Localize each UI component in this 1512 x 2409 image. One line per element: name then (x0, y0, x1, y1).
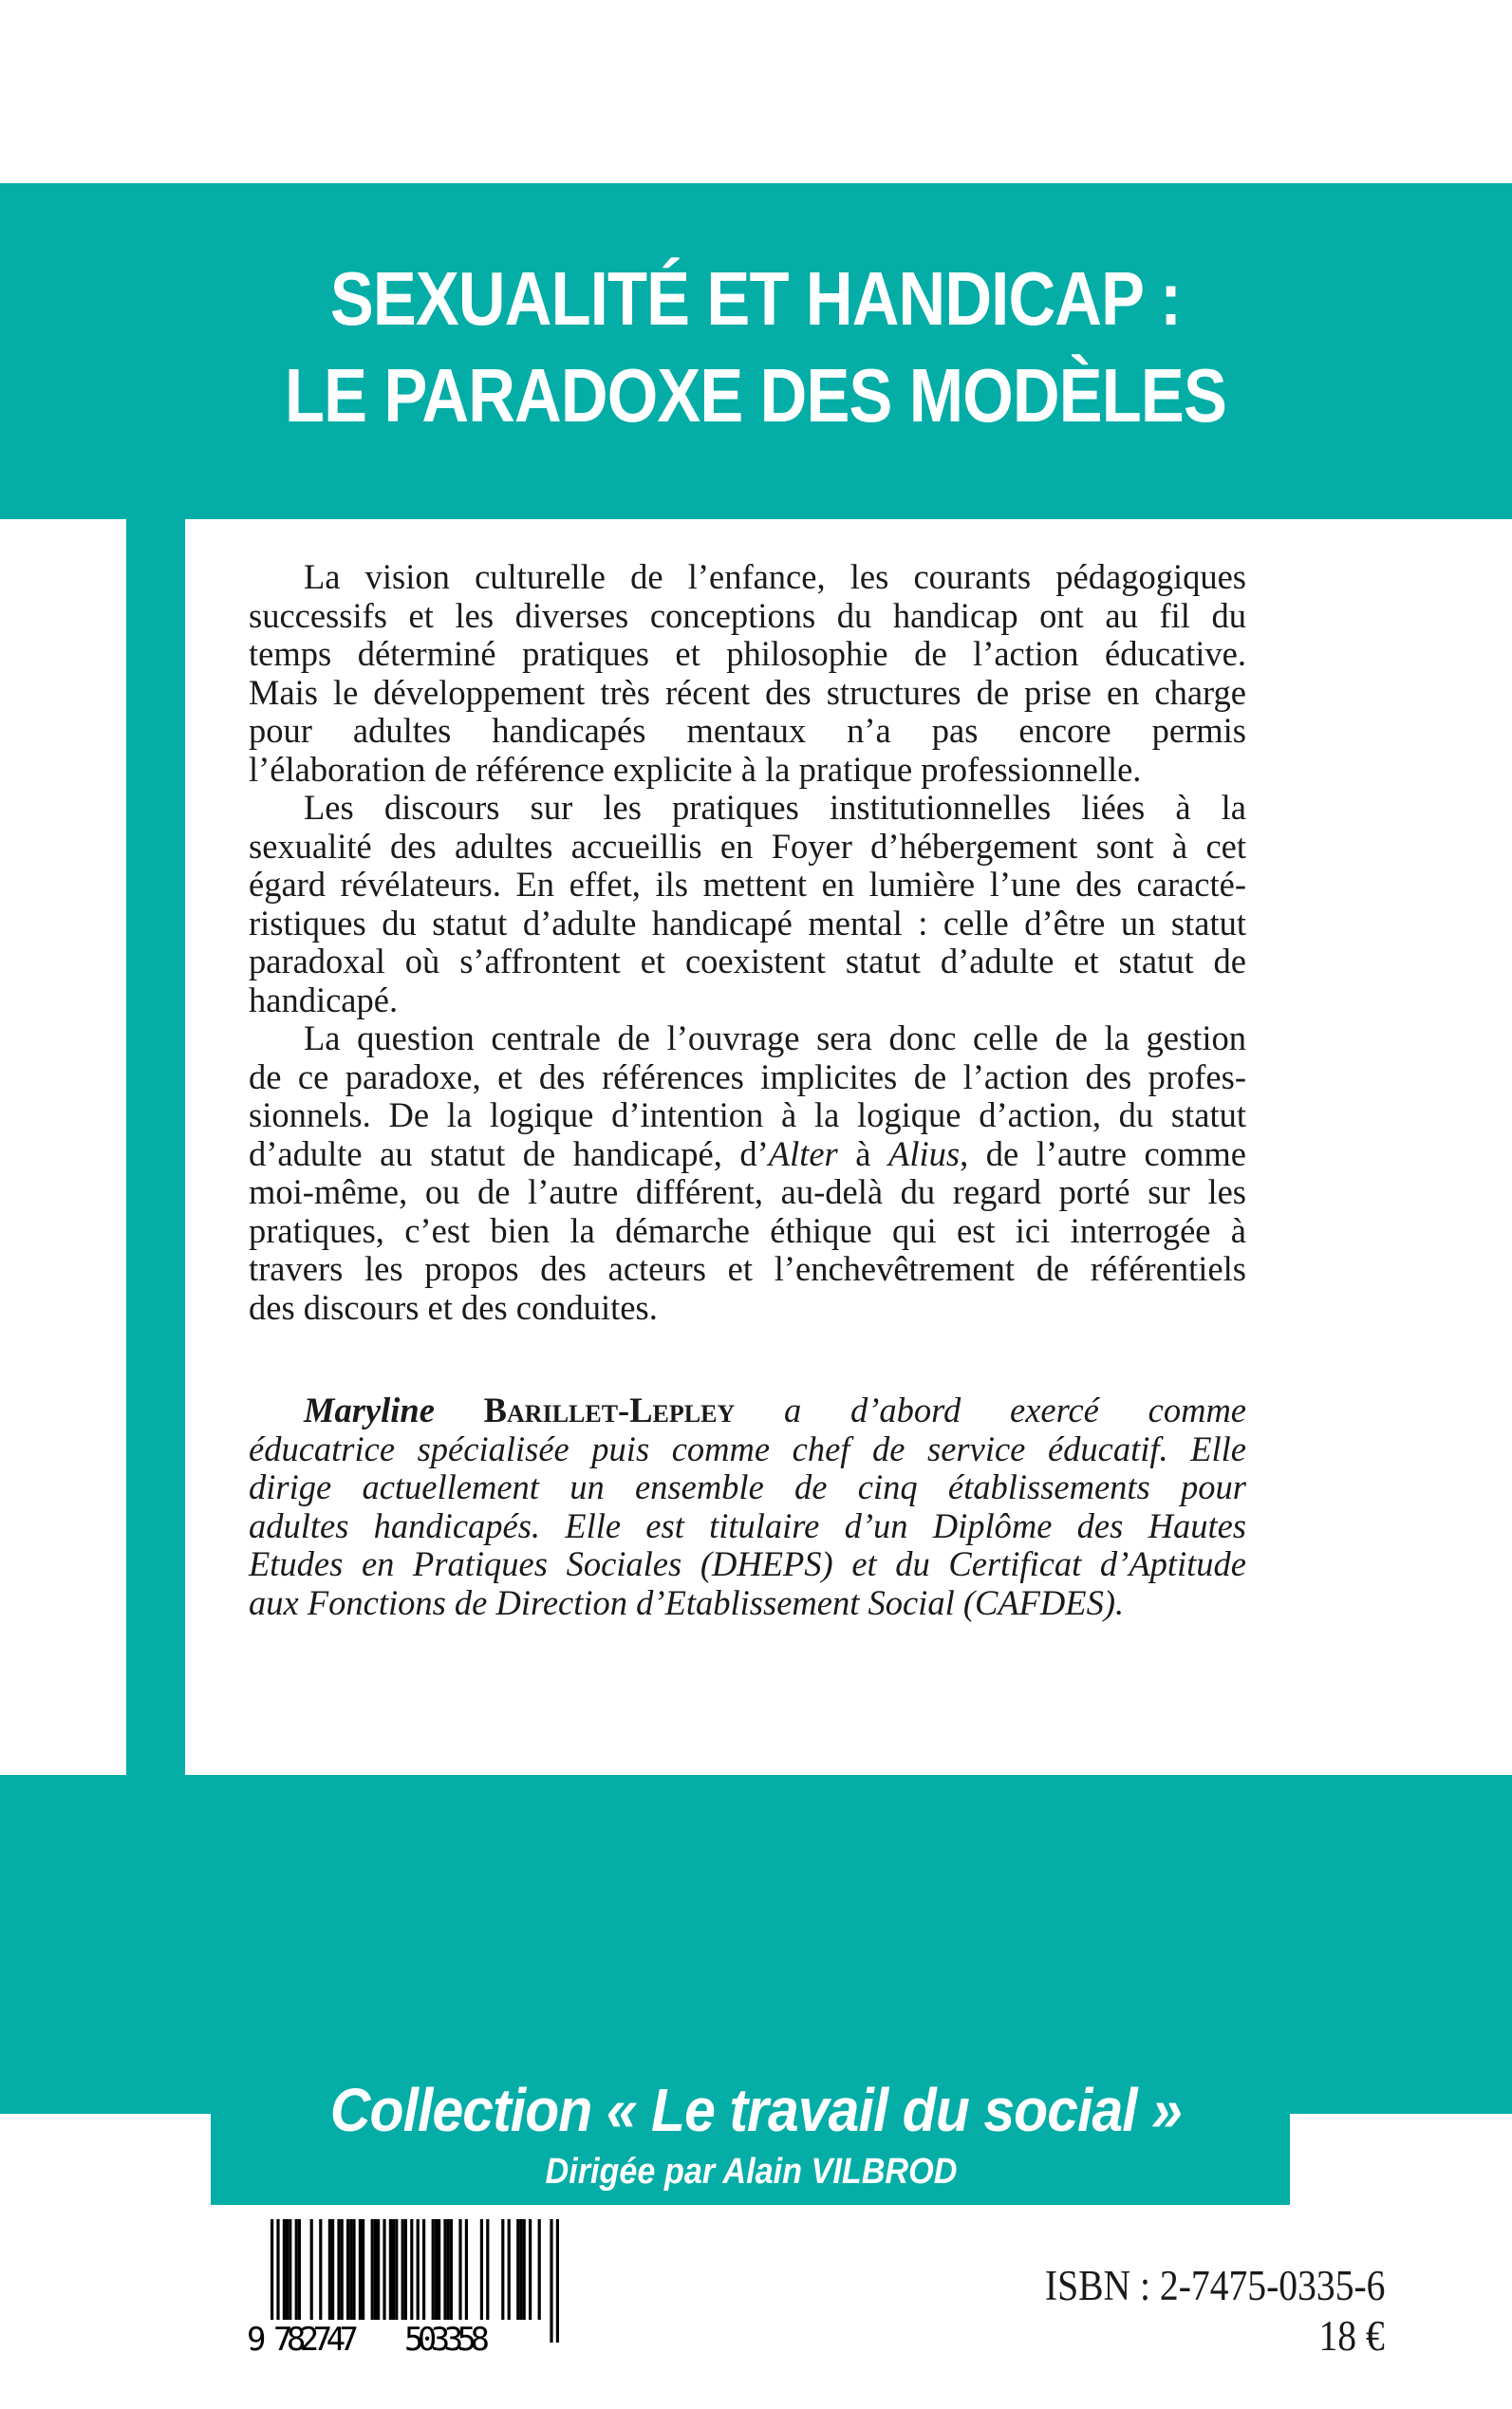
barcode-bar (289, 2219, 291, 2320)
collection-director: Dirigée par Alain VILBROD (545, 2152, 958, 2192)
barcode-bar (508, 2219, 511, 2320)
paragraph (249, 558, 1246, 789)
barcode-bar (319, 2219, 322, 2320)
barcode-bar (371, 2219, 374, 2320)
bio-line: dirige actuellement un ensemble de cinq établissements pour (249, 1467, 1246, 1506)
barcode-digits-right: 503358 (404, 2321, 490, 2355)
text-line: moi-même, ou de l’autre différent, au-delà du regard porté sur les (249, 1172, 1246, 1211)
isbn: ISBN : 2-7475-0335-6 (1044, 2262, 1385, 2309)
barcode-bar (286, 2219, 289, 2320)
barcode-bar (422, 2219, 425, 2320)
barcode-bar (395, 2219, 398, 2320)
barcode-bar (392, 2219, 395, 2320)
barcode-bar (295, 2219, 298, 2320)
text-line: des discours et des conduites. (249, 1287, 658, 1327)
text-line: sionnels. De la logique d’intention à la logique d’action, du statut (249, 1095, 1246, 1134)
barcode-bar (443, 2219, 446, 2320)
barcode-bar (298, 2219, 301, 2320)
barcode-bar (486, 2219, 489, 2320)
paragraph (249, 789, 1246, 1019)
barcode-bar (389, 2219, 392, 2320)
barcode-bar (359, 2219, 362, 2320)
barcode-bar (331, 2219, 334, 2320)
barcode-bar (458, 2219, 461, 2320)
barcode-digit-first: 9 (247, 2321, 267, 2355)
text-line: La question centrale de l’ouvrage sera donc celle de la gestion (304, 1018, 1246, 1057)
barcode-bar (337, 2219, 340, 2320)
text-line: pour adultes handicapés mentaux n’a pas encore permis (249, 711, 1246, 750)
barcode-bar (550, 2219, 552, 2343)
text-line: sexualité des adultes accueillis en Foyer d’hébergement sont à cet (249, 826, 1246, 866)
barcode (245, 2217, 568, 2355)
text-line: temps déterminé pratiques et philosophie de l’action éducative. (249, 634, 1246, 673)
barcode-bar (432, 2219, 435, 2320)
barcode-bar (523, 2219, 526, 2320)
text-line: travers les propos des acteurs et l’enchevêtrement de référentiels (249, 1249, 1246, 1288)
barcode-bar (447, 2219, 450, 2320)
text-line: pratiques, c’est bien la démarche éthique qui est ici interrogée à (249, 1210, 1246, 1250)
barcode-bar (404, 2219, 407, 2320)
text-line: paradoxal où s’affrontent et coexistent statut d’adulte et statut de (249, 942, 1246, 980)
barcode-bar (283, 2219, 286, 2320)
author-last-name: Barillet-Lepley (483, 1391, 736, 1429)
bio-line: aux Fonctions de Direction d’Etablissement Social (CAFDES). (249, 1582, 1125, 1622)
barcode-bar (374, 2219, 377, 2320)
barcode-bar (383, 2219, 385, 2320)
bio-line-1-rest: a d’abord exercé comme (784, 1391, 1247, 1429)
price: 18 € (1318, 2312, 1385, 2360)
text-line: Les discours sur les pratiques institutionnelles liées à la (304, 788, 1246, 827)
barcode-bar (352, 2219, 355, 2320)
text-line: successifs et les diverses conceptions du handicap ont au fil du (249, 595, 1246, 635)
left-accent-bar (126, 518, 185, 1776)
book-title-line-1: SEXUALITÉ ET HANDICAP : (329, 256, 1182, 341)
text-line: l’élaboration de référence explicite à la pratique professionnelle. (249, 749, 1142, 789)
barcode-bar (556, 2219, 559, 2343)
text-line: handicapé. (249, 980, 399, 1019)
barcode-bar (377, 2219, 380, 2320)
author-bio (249, 1391, 1246, 1622)
text-line: Mais le développement très récent des structures de prise en charge (249, 672, 1246, 712)
bio-line: adultes handicapés. Elle est titulaire d’un Diplôme des Hautes (249, 1505, 1246, 1545)
barcode-bar (519, 2219, 522, 2320)
barcode-bar (538, 2219, 541, 2320)
author-first-name: Maryline (304, 1391, 435, 1429)
title-band (0, 183, 1512, 519)
barcode-bar (362, 2219, 364, 2320)
barcode-bar (401, 2219, 404, 2320)
book-title-line-2: LE PARADOXE DES MODÈLES (285, 353, 1226, 438)
text-line: La vision culturelle de l’enfance, les courants pédagogiques (304, 557, 1246, 596)
barcode-bar (435, 2219, 438, 2320)
bio-line: Etudes en Pratiques Sociales (DHEPS) et du Certificat d’Aptitude (249, 1544, 1246, 1583)
bottom-band (0, 1775, 1512, 2114)
barcode-bar (465, 2219, 468, 2320)
paragraph (249, 1019, 1246, 1327)
bio-line: éducatrice spécialisée puis comme chef de service éducatif. Elle (249, 1429, 1246, 1468)
barcode-digits-left: 782747 (273, 2321, 359, 2355)
text-line: égard révélateurs. En effet, ils mettent en lumière l’une des caracté- (249, 865, 1246, 904)
collection-title: Collection « Le travail du social » (329, 2076, 1183, 2144)
barcode-bar (310, 2219, 313, 2320)
barcode-bar (328, 2219, 331, 2320)
blurb-text (249, 558, 1246, 1327)
barcode-bar (516, 2219, 519, 2320)
bio-line (249, 1391, 1246, 1430)
text-line: de ce paradoxe, et des références implicites de l’action des profes- (249, 1056, 1246, 1096)
barcode-bar (450, 2219, 453, 2320)
barcode-bar (341, 2219, 344, 2320)
text-line: d’adulte au statut de handicapé, d’Alter à Alius, de l’autre comme (249, 1133, 1246, 1173)
barcode-bar (501, 2219, 504, 2320)
barcode-bar (346, 2219, 349, 2320)
barcode-bar (349, 2219, 352, 2320)
barcode-bar (438, 2219, 440, 2320)
barcode-bar (480, 2219, 483, 2320)
text-line: ristiques du statut d’adulte handicapé mental : celle d’être un statut (249, 903, 1246, 943)
barcode-bar (529, 2219, 532, 2320)
